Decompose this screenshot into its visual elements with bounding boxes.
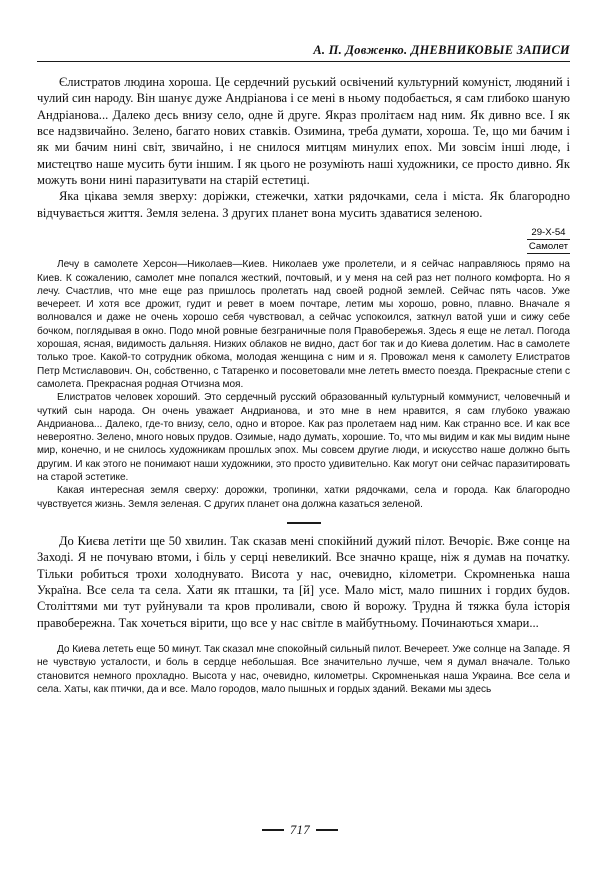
- paragraph-russian: Елистратов человек хороший. Это сердечный русский образованный культурный коммунист, человечный и чуткий сын народа. Он очень уважает Андрианова, и это мне в нем нравится, я сам глубоко уважаю Андрианова... Далеко, где-то внизу, село, одно и второе. Как раз пролетаем над ним. Как странно все. И как все невероятно. Зелено, много новых прудов. Озимые, надо думать, хорошие. То, что мы видим и как мы видим ныне мир, конечно, и не снилось художникам прошлых эпох. Мы совсем другие люди, и искусство наше должно быть другим. И как этого не понимают наши художники, это просто удивительно. Как могут они сейчас паразитировать на старой эстетике.: [37, 392, 570, 484]
- folio-dash-right: [316, 829, 338, 830]
- running-head: [37, 43, 570, 62]
- divider-rule: [287, 522, 321, 524]
- page-folio: [0, 822, 600, 838]
- header-rule: [37, 61, 570, 62]
- paragraph-ukrainian: Яка цікава земля зверху: доріжки, стежечки, хатки рядочками, села і міста. Як благородно відчувається життя. Земля зелена. З других планет вона мусить здаватися зеленою.: [37, 189, 570, 220]
- block-gap: [37, 631, 570, 643]
- stamp-inner: [527, 227, 570, 254]
- running-head-title: А. П. Довженко. ДНЕВНИКОВЫЕ ЗАПИСИ: [313, 43, 570, 57]
- section-divider: [37, 520, 570, 524]
- page-number: 717: [289, 822, 311, 837]
- date-place-stamp: [37, 227, 570, 254]
- paragraph-russian: Лечу в самолете Херсон—Николаев—Киев. Николаев уже пролетели, и я сейчас направляюсь прямо на Киев. К сожалению, самолет мне попался жесткий, почтовый, и у меня на сей раз нет полного комфорта. Но я лечу. Счастлив, что мне еще раз пришлось пролетать над своей родной землей. Сейчас пять часов. Уже вечереет. И хотя все дрожит, гудит и ревет в моем почтаре, летим мы хорошо, ровно, плавно. Вначале я волновался и даже не очень хорошо себя чувствовал, а сейчас успокоился, заткнул ватой уши и сижу себе бочком, поглядывая в окно. Подо мной ровные безграничные поля Правобережья. Здесь я еще не летал. Погода хорошая, ясная, видимость дальняя. Низких облаков не видно, даст бог так и до Киева долетим. Нас в самолете только трое. Какой-то сотрудник обкома, молодая женщина с ним и я. Провожал меня к самолету Елистратов Петр Мстиславович. Он, собственно, с Татаренко и посоветовали мне лететь вместо поезда. Прекрасные степи с самолета. Прекрасная родная Отчизна моя.: [37, 259, 570, 390]
- stamp-place: Самолет: [527, 241, 570, 254]
- stamp-date: 29-X-54: [527, 227, 570, 240]
- paragraph-russian: Какая интересная земля сверху: дорожки, тропинки, хатки рядочками, села и города. Как благородно чувствуется жизнь. Земля зеленая. С других планет она должна казаться зеленой.: [37, 485, 570, 510]
- paragraph-ukrainian: Єлистратов людина хороша. Це сердечний руський освічений культурний комуніст, людяний і чулий син народу. Він шанує дуже Андріанова і се мені в ньому подобається, я сам глибоко шаную Андріанова... Далеко десь внизу село, одне й друге. Якраз пролітаєм над ним. Як дивно все. І як все надзвичайно. Зелено, багато нових ставків. Озимина, треба думати, хороша. Те, що ми бачим і як ми бачим нині світ, звичайно, і не снилося митцям минулих епох. Ми зовсім інші люде, і мистецтво наше мусить бути іншим. І як цього не розуміють наші художники, се просто дивно. Як можуть вони нині паразитувати на старій естетиці.: [37, 75, 570, 188]
- folio-dash-left: [262, 829, 284, 830]
- text-column: [37, 74, 570, 696]
- paragraph-russian: До Киева лететь еще 50 минут. Так сказал мне спокойный сильный пилот. Вечереет. Уже солнце на Западе. Я не чувствую усталости, и боль в сердце небольшая. Все значительно лучше, чем я думал вначале. Только становится немного прохладно. Высота у нас, очевидно, километры. Скромненькая наша Украина. Все села и села. Хаты, как птички, да и все. Мало городов, мало пышных и гордых зданий. Веками мы здесь: [37, 643, 570, 695]
- paragraph-ukrainian: До Києва летіти ще 50 хвилин. Так сказав мені спокійний дужий пілот. Вечоріє. Вже сонце на Заході. Я не почуваю втоми, і біль у серці невеликий. Все значно краще, ніж я думав на початку. Тільки робиться трохи холоднувато. Висота у нас, очевидно, кілометри. Скромненька наша Україна. Все села та села. Хати як пташки, та [й] усе. Мало міст, мало пишних і гордих будов. Століттями ми тут руйнували та кров проливали, свою й ворожу. Трудна й тяжка була історія правобережна. Так хочеться вірити, що все у нас світле в майбутньому. Починаються хмари...: [37, 533, 570, 630]
